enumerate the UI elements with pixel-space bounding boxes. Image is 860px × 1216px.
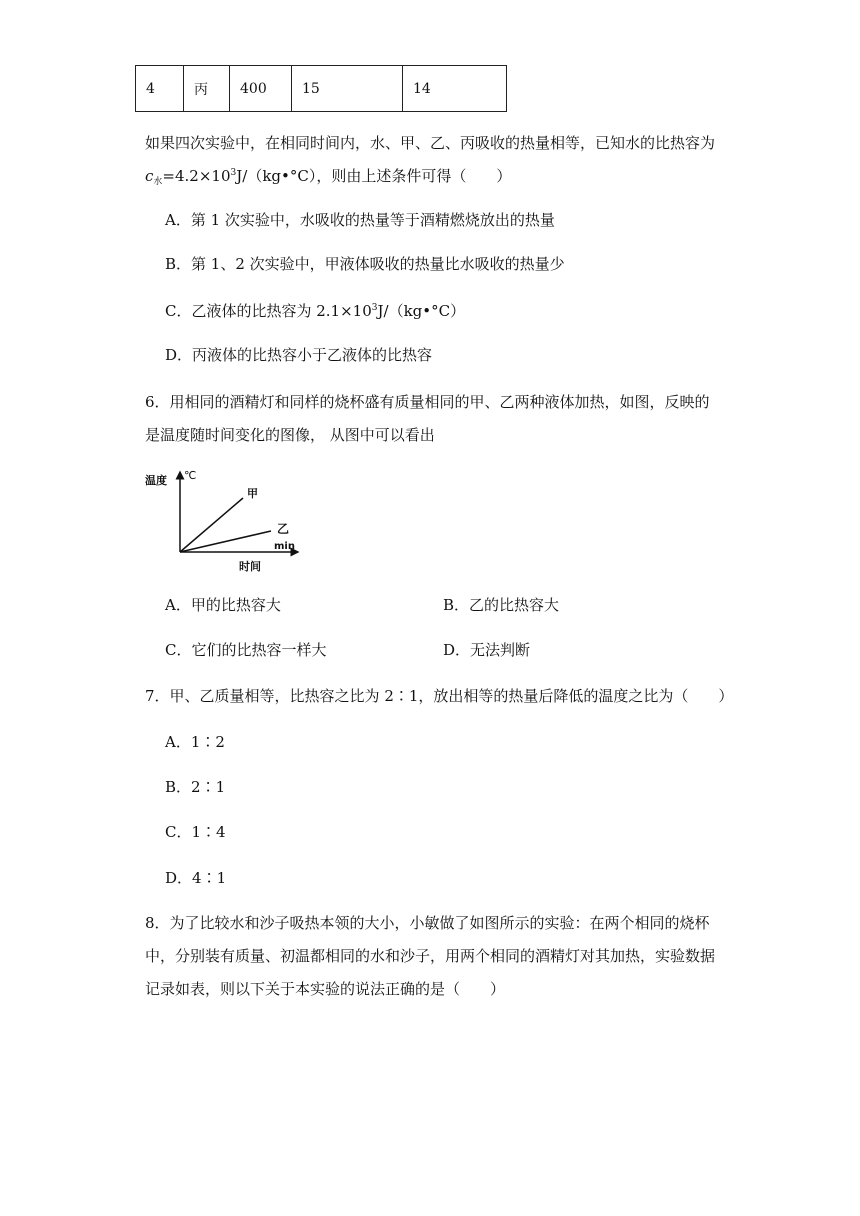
- q5-stem-line2: [145, 166, 511, 192]
- q6-stem-line2: 是温度随时间变化的图像， 从图中可以看出: [145, 426, 435, 444]
- table-row: [136, 66, 507, 112]
- q8-stem-line2: 中，分别装有质量、初温都相同的水和沙子，用两个相同的酒精灯对其加热，实验数据: [145, 947, 716, 965]
- q5-c-value: =4.2×10: [162, 167, 231, 185]
- q7-stem: 7．甲、乙质量相等，比热容之比为 2∶1，放出相等的热量后降低的温度之比为（ ）: [145, 687, 734, 705]
- q6-option-d: D．无法判断: [443, 641, 531, 659]
- q6-option-b: B．乙的比热容大: [443, 596, 560, 614]
- q5-c-subscript: 水: [153, 177, 163, 187]
- y-axis-unit: ℃: [184, 469, 197, 482]
- q5-option-d: D．丙液体的比热容小于乙液体的比热容: [165, 346, 433, 364]
- q5-c-symbol: c: [145, 167, 154, 185]
- y-axis-label: 温度: [145, 474, 167, 487]
- series-label-yi: 乙: [277, 522, 290, 536]
- series-line-jia: [180, 498, 243, 552]
- q5-option-c-exponent: 3: [371, 303, 378, 313]
- series-line-yi: [180, 531, 271, 552]
- x-axis-label: 时间: [239, 560, 261, 573]
- table-cell-initial-temp: 15: [292, 66, 403, 112]
- q5-option-c-post: J/（kg•°C）: [377, 302, 466, 320]
- experiment-data-table: [135, 65, 507, 112]
- series-label-jia: 甲: [247, 487, 258, 500]
- q5-option-c: [165, 301, 465, 321]
- table-cell-liquid: 丙: [184, 66, 230, 112]
- q7-option-d: D．4∶1: [165, 869, 227, 887]
- q5-stem-line1: 如果四次实验中，在相同时间内，水、甲、乙、丙吸收的热量相等，已知水的比热容为: [145, 134, 716, 152]
- q6-option-c: C．它们的比热容一样大: [165, 641, 327, 659]
- q5-c-exponent: 3: [230, 168, 237, 178]
- table-cell-trial: 4: [136, 66, 184, 112]
- q7-option-c: C．1∶4: [165, 823, 226, 841]
- q8-stem-line1: 8．为了比较水和沙子吸热本领的大小，小敏做了如图所示的实验：在两个相同的烧杯: [145, 914, 710, 932]
- q7-option-a: A．1∶2: [165, 733, 225, 751]
- q8-stem-line3: 记录如表，则以下关于本实验的说法正确的是（ ）: [145, 980, 506, 998]
- q6-stem-line1: 6．用相同的酒精灯和同样的烧杯盛有质量相同的甲、乙两种液体加热，如图，反映的: [145, 393, 710, 411]
- q5-option-c-pre: C．乙液体的比热容为 2.1×10: [165, 302, 372, 320]
- q5-c-unit: J/（kg•°C），则由上述条件可得（ ）: [236, 167, 512, 185]
- q5-option-a: A．第 1 次实验中，水吸收的热量等于酒精燃烧放出的热量: [165, 211, 555, 229]
- x-axis-unit: min: [274, 541, 295, 552]
- q7-option-b: B．2∶1: [165, 778, 226, 796]
- table-cell-mass: 400: [230, 66, 292, 112]
- q5-option-b: B．第 1、2 次实验中，甲液体吸收的热量比水吸收的热量少: [165, 255, 565, 273]
- temperature-time-graph: [143, 463, 313, 578]
- q6-option-a: A．甲的比热容大: [165, 596, 281, 614]
- table-cell-final-temp: 14: [403, 66, 507, 112]
